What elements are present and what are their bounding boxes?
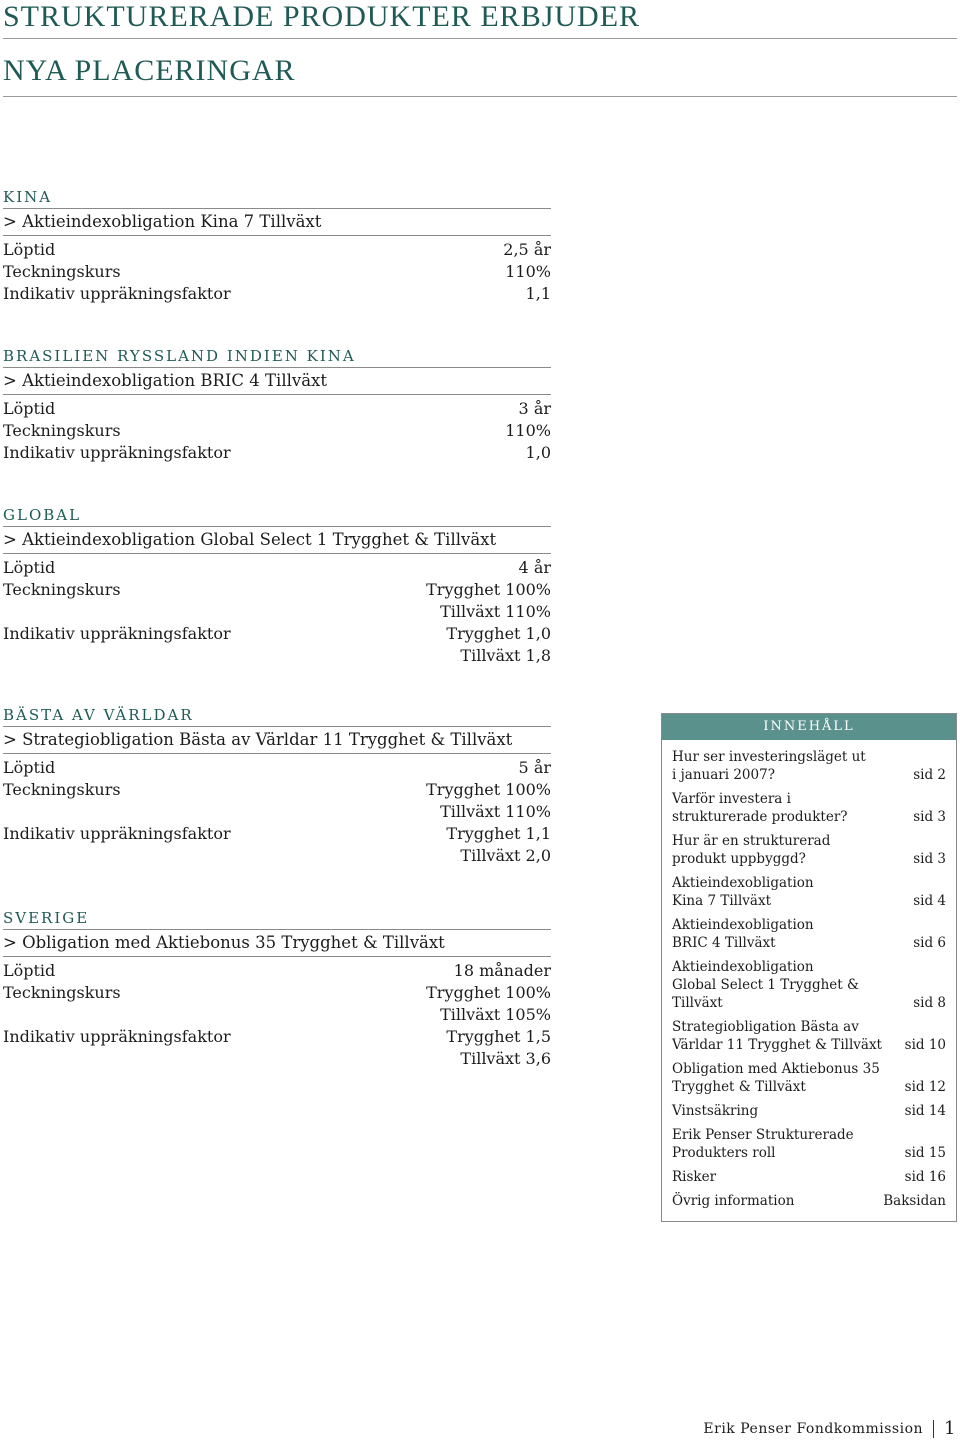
toc-item[interactable] xyxy=(672,958,946,1012)
toc-item[interactable] xyxy=(672,874,946,910)
toc-item-label: Obligation med Aktiebonus 35 Trygghet & Tillväxt xyxy=(672,1061,880,1095)
toc-item-page: sid 8 xyxy=(913,995,946,1011)
term-value: Trygghet 100% xyxy=(426,780,551,799)
toc-item[interactable] xyxy=(672,1018,946,1054)
term-value: Tillväxt 105% xyxy=(440,1005,551,1024)
term-label: Löptid xyxy=(3,399,56,418)
term-values xyxy=(454,960,551,982)
toc-item[interactable] xyxy=(672,1192,946,1210)
term-label: Teckningskurs xyxy=(3,421,121,440)
term-values xyxy=(505,420,551,442)
toc-item-label: Aktieindexobligation Global Select 1 Trygghet & Tillväxt xyxy=(672,959,860,1011)
toc-item[interactable] xyxy=(672,748,946,784)
term-values xyxy=(426,779,551,823)
toc-item-page: Baksidan xyxy=(883,1193,946,1209)
section-sverige xyxy=(3,907,551,1070)
term-row xyxy=(3,557,551,579)
toc-item-label: Övrig information xyxy=(672,1193,795,1209)
title-divider-2 xyxy=(3,96,957,97)
term-values xyxy=(446,823,551,867)
toc-item[interactable] xyxy=(672,1168,946,1186)
term-value: Tillväxt 110% xyxy=(440,602,551,621)
term-value: Tillväxt 2,0 xyxy=(460,846,551,865)
term-value: 1,0 xyxy=(525,443,551,462)
term-row xyxy=(3,420,551,442)
term-values xyxy=(526,442,551,464)
term-row xyxy=(3,823,551,867)
term-values xyxy=(519,757,551,779)
product-name: > Obligation med Aktiebonus 35 Trygghet & Tillväxt xyxy=(3,930,551,957)
term-label: Teckningskurs xyxy=(3,580,121,599)
term-label: Indikativ uppräkningsfaktor xyxy=(3,824,231,843)
term-row xyxy=(3,239,551,261)
term-value: Trygghet 1,1 xyxy=(446,824,551,843)
term-label: Indikativ uppräkningsfaktor xyxy=(3,284,231,303)
term-value: 2,5 år xyxy=(503,240,551,259)
term-label: Löptid xyxy=(3,558,56,577)
term-row xyxy=(3,623,551,667)
section-bric xyxy=(3,345,551,464)
section-heading: BRASILIEN RYSSLAND INDIEN KINA xyxy=(3,345,551,368)
term-values xyxy=(446,623,551,667)
toc-item-label: Aktieindexobligation Kina 7 Tillväxt xyxy=(672,875,814,909)
page-footer xyxy=(703,1418,956,1439)
term-label: Indikativ uppräkningsfaktor xyxy=(3,1027,231,1046)
term-value: 5 år xyxy=(518,758,551,777)
term-values xyxy=(519,557,551,579)
toc-item-label: Aktieindexobligation BRIC 4 Tillväxt xyxy=(672,917,814,951)
term-label: Teckningskurs xyxy=(3,780,121,799)
term-value: 3 år xyxy=(518,399,551,418)
page-title-line-1: STRUKTURERADE PRODUKTER ERBJUDER xyxy=(3,0,641,33)
product-name: > Aktieindexobligation BRIC 4 Tillväxt xyxy=(3,368,551,395)
toc-item-page: sid 2 xyxy=(913,767,946,783)
term-row xyxy=(3,442,551,464)
term-label: Indikativ uppräkningsfaktor xyxy=(3,624,231,643)
term-value: Trygghet 100% xyxy=(426,983,551,1002)
product-name: > Aktieindexobligation Kina 7 Tillväxt xyxy=(3,209,551,236)
toc-item-page: sid 3 xyxy=(913,809,946,825)
toc-item[interactable] xyxy=(672,1102,946,1120)
term-row xyxy=(3,579,551,623)
term-row xyxy=(3,960,551,982)
term-row xyxy=(3,779,551,823)
toc-item-label: Erik Penser Strukturerade Produkters roll xyxy=(672,1127,854,1161)
term-label: Teckningskurs xyxy=(3,262,121,281)
footer-divider xyxy=(933,1420,934,1438)
term-value: 1,1 xyxy=(525,284,551,303)
toc-heading: INNEHÅLL xyxy=(662,714,956,740)
term-label: Indikativ uppräkningsfaktor xyxy=(3,443,231,462)
term-values xyxy=(526,283,551,305)
term-value: 18 månader xyxy=(453,961,551,980)
toc-item-label: Hur ser investeringsläget ut i januari 2007? xyxy=(672,749,866,783)
product-name: > Strategiobligation Bästa av Världar 11 Trygghet & Tillväxt xyxy=(3,727,551,754)
term-row xyxy=(3,398,551,420)
toc-item[interactable] xyxy=(672,790,946,826)
section-global xyxy=(3,504,551,667)
table-of-contents xyxy=(661,713,957,1222)
section-basta-av-varldar xyxy=(3,704,551,867)
section-heading: GLOBAL xyxy=(3,504,551,527)
term-value: Tillväxt 1,8 xyxy=(460,646,551,665)
term-row xyxy=(3,757,551,779)
term-values xyxy=(519,398,551,420)
term-value: Trygghet 1,5 xyxy=(446,1027,551,1046)
toc-item-page: sid 3 xyxy=(913,851,946,867)
term-values xyxy=(426,982,551,1026)
toc-item-page: sid 15 xyxy=(904,1145,946,1161)
term-values xyxy=(505,261,551,283)
toc-item-label: Vinstsäkring xyxy=(672,1103,759,1119)
term-row xyxy=(3,1026,551,1070)
section-heading: KINA xyxy=(3,186,551,209)
title-divider-1 xyxy=(3,38,957,39)
term-value: Trygghet 1,0 xyxy=(446,624,551,643)
toc-item-page: sid 6 xyxy=(913,935,946,951)
footer-company: Erik Penser Fondkommission xyxy=(703,1420,924,1437)
section-heading: BÄSTA AV VÄRLDAR xyxy=(3,704,551,727)
term-value: Trygghet 100% xyxy=(426,580,551,599)
term-row xyxy=(3,283,551,305)
term-row xyxy=(3,261,551,283)
section-heading: SVERIGE xyxy=(3,907,551,930)
term-row xyxy=(3,982,551,1026)
toc-item-page: sid 16 xyxy=(904,1169,946,1185)
toc-item[interactable] xyxy=(672,1126,946,1162)
toc-item-label: Varför investera i strukturerade produkter? xyxy=(672,791,848,825)
term-value: Tillväxt 3,6 xyxy=(460,1049,551,1068)
term-value: 110% xyxy=(505,262,551,281)
section-kina xyxy=(3,186,551,305)
toc-item-page: sid 12 xyxy=(904,1079,946,1095)
page-title-line-2: NYA PLACERINGAR xyxy=(3,54,296,87)
toc-item-label: Strategiobligation Bästa av Världar 11 Trygghet & Tillväxt xyxy=(672,1019,882,1053)
term-values xyxy=(503,239,551,261)
toc-item-label: Risker xyxy=(672,1169,717,1185)
term-label: Löptid xyxy=(3,961,56,980)
term-label: Teckningskurs xyxy=(3,983,121,1002)
term-value: 110% xyxy=(505,421,551,440)
page-number: 1 xyxy=(944,1418,956,1439)
toc-item-page: sid 10 xyxy=(904,1037,946,1053)
term-label: Löptid xyxy=(3,240,56,259)
term-values xyxy=(426,579,551,623)
term-values xyxy=(446,1026,551,1070)
toc-list xyxy=(662,740,956,1210)
toc-item-page: sid 14 xyxy=(904,1103,946,1119)
product-name: > Aktieindexobligation Global Select 1 Trygghet & Tillväxt xyxy=(3,527,551,554)
term-label: Löptid xyxy=(3,758,56,777)
term-value: Tillväxt 110% xyxy=(440,802,551,821)
term-value: 4 år xyxy=(518,558,551,577)
toc-item[interactable] xyxy=(672,832,946,868)
toc-item-page: sid 4 xyxy=(913,893,946,909)
toc-item[interactable] xyxy=(672,1060,946,1096)
toc-item-label: Hur är en strukturerad produkt uppbyggd? xyxy=(672,833,831,867)
toc-item[interactable] xyxy=(672,916,946,952)
